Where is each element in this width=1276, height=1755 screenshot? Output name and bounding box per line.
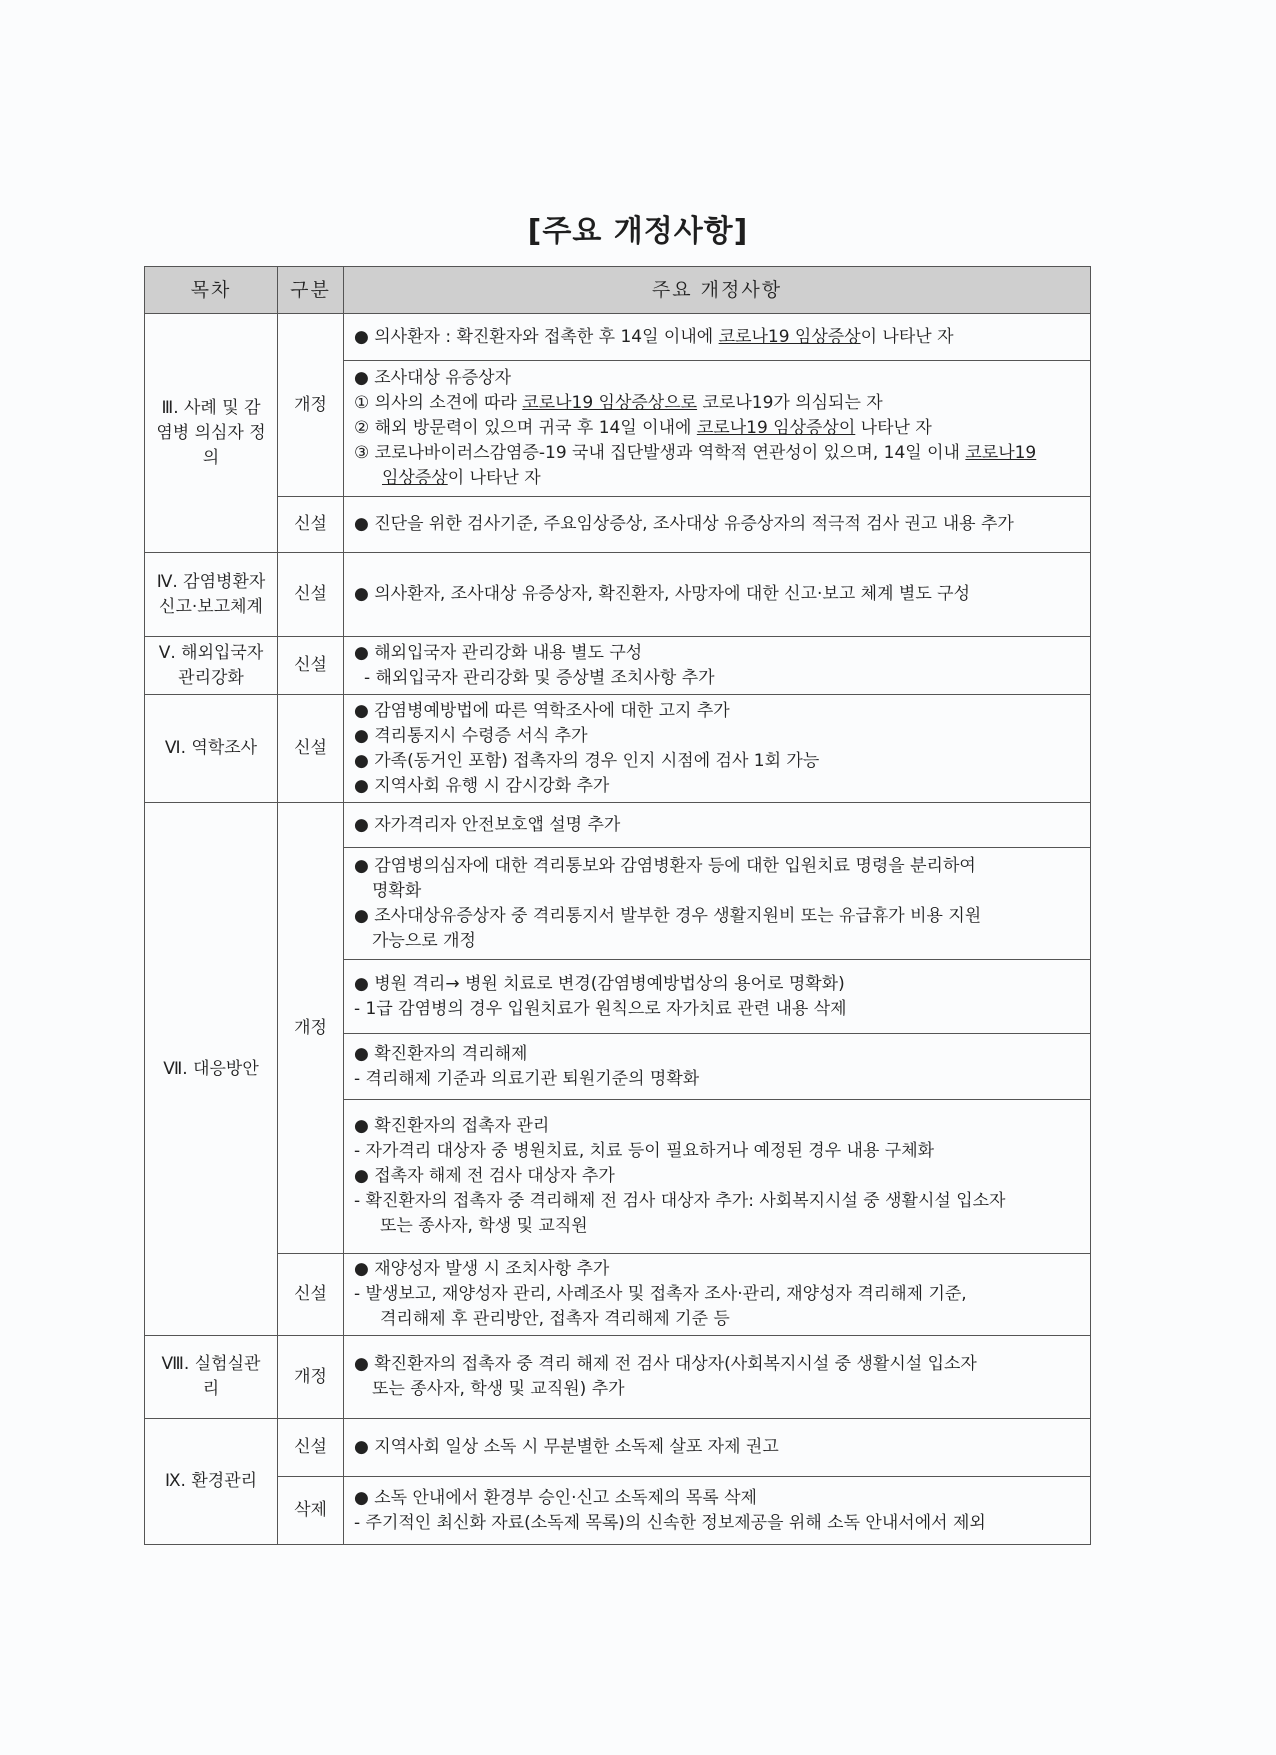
content-line: 또는 종사자, 학생 및 교직원	[380, 1216, 588, 1236]
category-cell: 신설	[278, 695, 344, 803]
table-row	[145, 695, 1091, 803]
category-cell: 개정	[278, 314, 344, 497]
content-line: 격리해제 후 관리방안, 접촉자 격리해제 기준 등	[380, 1309, 730, 1329]
category-cell: 삭제	[278, 1477, 344, 1545]
section-name: Ⅶ. 대응방안	[145, 803, 278, 1336]
table-row	[145, 1336, 1091, 1419]
section-name: Ⅴ. 해외입국자 관리강화	[145, 637, 278, 695]
content-line: ● 확진환자의 접촉자 중 격리 해제 전 검사 대상자(사회복지시설 중 생활시설 입소자	[354, 1354, 977, 1374]
revision-table	[144, 266, 1091, 1545]
table-row	[145, 803, 1091, 848]
section-name: Ⅲ. 사례 및 감염병 의심자 정의	[145, 314, 278, 553]
header-changes: 주요 개정사항	[344, 267, 1091, 314]
header-toc: 목차	[145, 267, 278, 314]
content-cell	[344, 695, 1091, 803]
section-name: Ⅸ. 환경관리	[145, 1419, 278, 1545]
content-line: ● 해외입국자 관리강화 내용 별도 구성	[354, 642, 643, 663]
content-line: - 해외입국자 관리강화 및 증상별 조치사항 추가	[364, 667, 715, 688]
table-row	[145, 637, 1091, 695]
category-cell: 개정	[278, 1336, 344, 1419]
content-cell	[344, 497, 1091, 553]
content-cell	[344, 1336, 1091, 1419]
section-name: Ⅳ. 감염병환자 신고·보고체계	[145, 553, 278, 637]
section-name: Ⅷ. 실험실관리	[145, 1336, 278, 1419]
category-cell: 신설	[278, 637, 344, 695]
content-cell	[344, 361, 1091, 497]
content-cell	[344, 637, 1091, 695]
content-line: ● 확진환자의 접촉자 관리	[354, 1116, 550, 1136]
content-line: ● 감염병의심자에 대한 격리통보와 감염병환자 등에 대한 입원치료 명령을 분리하여	[354, 855, 976, 876]
content-line: - 주기적인 최신화 자료(소독제 목록)의 신속한 정보제공을 위해 소독 안내서에서 제외	[354, 1512, 986, 1533]
table-row	[145, 497, 1091, 553]
table-row	[145, 314, 1091, 361]
content-cell	[344, 1254, 1091, 1336]
content-line: - 격리해제 기준과 의료기관 퇴원기준의 명확화	[354, 1068, 700, 1089]
category-cell: 신설	[278, 553, 344, 637]
page-title: [주요 개정사항]	[527, 214, 749, 249]
section-name: Ⅵ. 역학조사	[145, 695, 278, 803]
content-line: ● 조사대상유증상자 중 격리통지서 발부한 경우 생활지원비 또는 유급휴가 비용 지원	[354, 905, 982, 926]
content-cell	[344, 553, 1091, 637]
content-line: - 1급 감염병의 경우 입원치료가 원칙으로 자가치료 관련 내용 삭제	[354, 998, 847, 1019]
content-line: - 확진환자의 접촉자 중 격리해제 전 검사 대상자 추가: 사회복지시설 중 생활시설 입소자	[354, 1191, 1006, 1211]
content-cell	[344, 1419, 1091, 1477]
content-cell	[344, 1034, 1091, 1100]
content-line: ● 진단을 위한 검사기준, 주요임상증상, 조사대상 유증상자의 적극적 검사 권고 내용 추가	[354, 514, 1014, 534]
content-line: ① 의사의 소견에 따라 코로나19 임상증상으로 코로나19가 의심되는 자	[354, 393, 883, 413]
content-line: ③ 코로나바이러스감염증-19 국내 집단발생과 역학적 연관성이 있으며, 14일 이내 코로나19	[354, 443, 1037, 463]
category-cell: 개정	[278, 803, 344, 1254]
content-line: ● 확진환자의 격리해제	[354, 1043, 528, 1064]
content-line: ● 의사환자 : 확진환자와 접촉한 후 14일 이내에 코로나19 임상증상이 나타난 자	[354, 326, 954, 347]
category-cell: 신설	[278, 1254, 344, 1336]
content-line: ● 접촉자 해제 전 검사 대상자 추가	[354, 1166, 615, 1186]
table-row	[145, 553, 1091, 637]
content-line: ● 재양성자 발생 시 조치사항 추가	[354, 1259, 610, 1279]
content-line: - 자가격리 대상자 중 병원치료, 치료 등이 필요하거나 예정된 경우 내용 구체화	[354, 1141, 935, 1161]
content-line: 임상증상이 나타난 자	[382, 468, 541, 488]
content-line: ② 해외 방문력이 있으며 귀국 후 14일 이내에 코로나19 임상증상이 나타난 자	[354, 418, 932, 438]
content-line: ● 지역사회 일상 소독 시 무분별한 소독제 살포 자제 권고	[354, 1437, 779, 1457]
content-line: 가능으로 개정	[372, 930, 476, 951]
header-category: 구분	[278, 267, 344, 314]
content-line: ● 의사환자, 조사대상 유증상자, 확진환자, 사망자에 대한 신고·보고 체계 별도 구성	[354, 584, 970, 604]
content-cell	[344, 1477, 1091, 1545]
table-row	[145, 1419, 1091, 1477]
content-line: ● 소독 안내에서 환경부 승인·신고 소독제의 목록 삭제	[354, 1487, 757, 1508]
content-cell	[344, 960, 1091, 1034]
content-cell	[344, 314, 1091, 361]
content-line: ● 가족(동거인 포함) 접촉자의 경우 인지 시점에 검사 1회 가능	[354, 750, 820, 771]
content-cell	[344, 848, 1091, 960]
content-line: 또는 종사자, 학생 및 교직원) 추가	[372, 1379, 625, 1399]
content-line: ● 병원 격리→ 병원 치료로 변경(감염병예방법상의 용어로 명확화)	[354, 973, 845, 994]
table-row	[145, 1477, 1091, 1545]
content-line: ● 자가격리자 안전보호앱 설명 추가	[354, 814, 621, 835]
table-row	[145, 1254, 1091, 1336]
table-header-row	[145, 267, 1091, 314]
content-cell	[344, 803, 1091, 848]
content-line: ● 조사대상 유증상자	[354, 368, 512, 388]
content-line: ● 감염병예방법에 따른 역학조사에 대한 고지 추가	[354, 700, 730, 721]
category-cell: 신설	[278, 1419, 344, 1477]
content-line: ● 지역사회 유행 시 감시강화 추가	[354, 775, 610, 796]
category-cell: 신설	[278, 497, 344, 553]
content-line: ● 격리통지시 수령증 서식 추가	[354, 725, 588, 746]
content-cell	[344, 1100, 1091, 1254]
content-line: - 발생보고, 재양성자 관리, 사례조사 및 접촉자 조사·관리, 재양성자 격리해제 기준,	[354, 1284, 967, 1304]
content-line: 명확화	[372, 880, 422, 901]
